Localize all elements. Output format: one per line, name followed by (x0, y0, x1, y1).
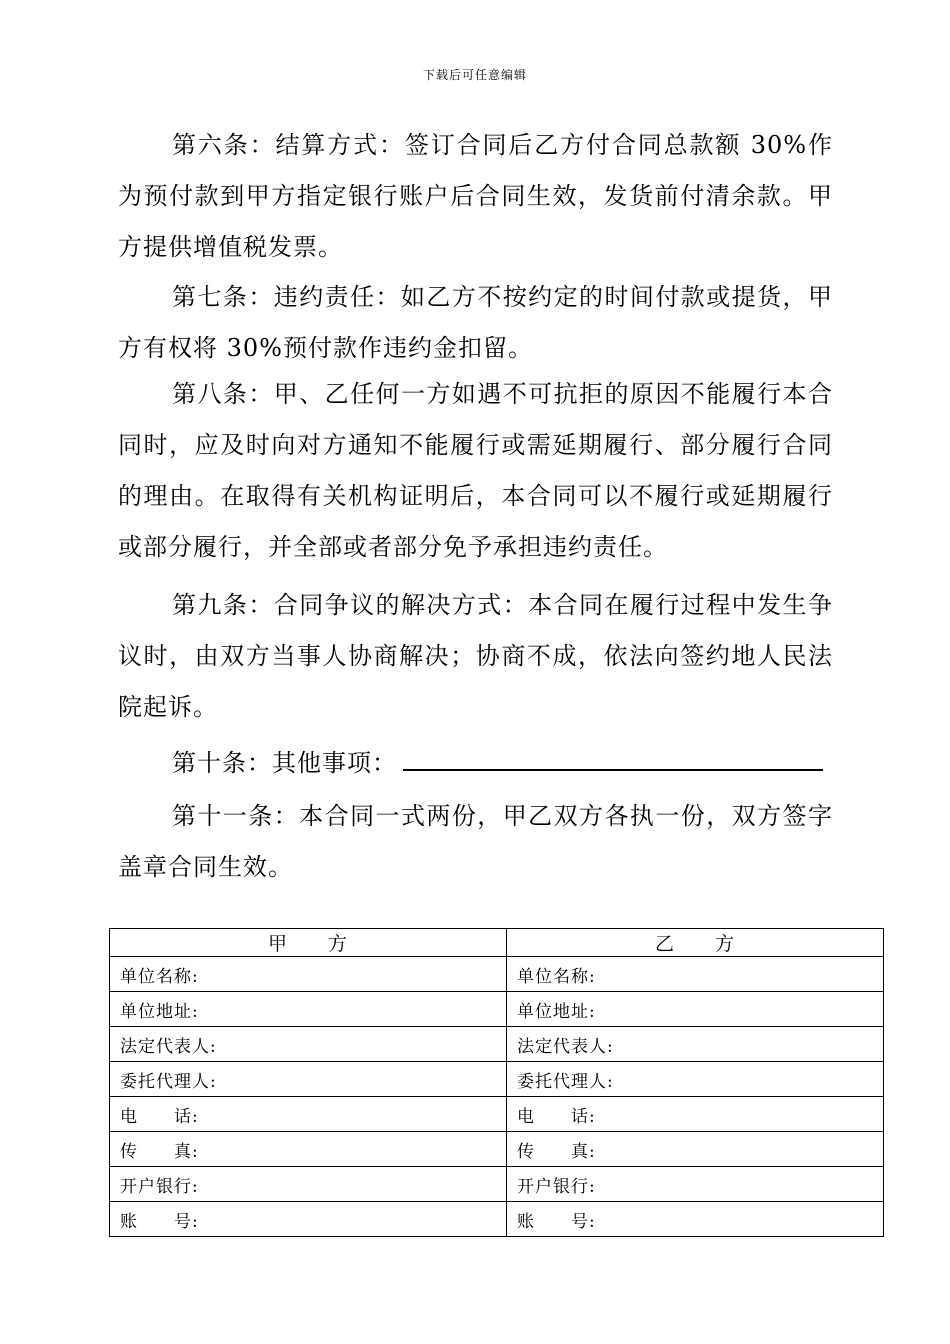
party-b-unit-address: 单位地址: (507, 992, 884, 1027)
article-6-text: 第六条：结算方式：签订合同后乙方付合同总款额 30%作为预付款到甲方指定银行账户后合同生效，发货前付清余款。甲方提供增值税发票。 (118, 131, 833, 261)
table-row (110, 1202, 884, 1237)
party-a-heading: 甲 方 (110, 929, 507, 957)
table-row (110, 992, 884, 1027)
table-row (110, 957, 884, 992)
party-b-account: 账 号: (507, 1202, 884, 1237)
party-b-bank: 开户银行: (507, 1167, 884, 1202)
party-header-row (110, 929, 884, 957)
article-10 (118, 738, 833, 789)
article-8 (118, 369, 833, 573)
table-row (110, 1027, 884, 1062)
page-header-note: 下载后可任意编辑 (422, 68, 527, 82)
party-a-legal-rep: 法定代表人: (110, 1027, 507, 1062)
table-row (110, 1062, 884, 1097)
party-a-bank: 开户银行: (110, 1167, 507, 1202)
party-b-fax: 传 真: (507, 1132, 884, 1167)
article-10-text: 第十条：其他事项： (172, 749, 397, 777)
article-6 (118, 120, 833, 273)
party-b-legal-rep: 法定代表人: (507, 1027, 884, 1062)
article-10-line (118, 738, 833, 789)
party-b-phone: 电 话: (507, 1097, 884, 1132)
party-a-unit-name: 单位名称: (110, 957, 507, 992)
article-7 (118, 272, 833, 374)
other-matters-blank-line (403, 747, 823, 771)
article-7-text: 第七条：违约责任：如乙方不按约定的时间付款或提货，甲方有权将 30%预付款作违约金扣留。 (118, 283, 833, 362)
table-row (110, 1167, 884, 1202)
article-9 (118, 580, 833, 733)
party-info-table (109, 928, 884, 1237)
party-a-fax: 传 真: (110, 1132, 507, 1167)
party-a-account: 账 号: (110, 1202, 507, 1237)
article-9-text: 第九条：合同争议的解决方式：本合同在履行过程中发生争议时，由双方当事人协商解决；协商不成，依法向签约地人民法院起诉。 (118, 591, 833, 721)
table-row (110, 1132, 884, 1167)
article-11-text: 第十一条：本合同一式两份，甲乙双方各执一份，双方签字盖章合同生效。 (118, 802, 833, 881)
party-b-agent: 委托代理人: (507, 1062, 884, 1097)
table-row (110, 1097, 884, 1132)
article-11 (118, 791, 833, 893)
party-a-unit-address: 单位地址: (110, 992, 507, 1027)
party-b-unit-name: 单位名称: (507, 957, 884, 992)
party-a-agent: 委托代理人: (110, 1062, 507, 1097)
party-b-heading: 乙 方 (507, 929, 884, 957)
article-8-text: 第八条：甲、乙任何一方如遇不可抗拒的原因不能履行本合同时，应及时向对方通知不能履行或需延期履行、部分履行合同的理由。在取得有关机构证明后，本合同可以不履行或延期履行或部分履行，并全部或者部分免予承担违约责任。 (118, 380, 833, 561)
party-a-phone: 电 话: (110, 1097, 507, 1132)
